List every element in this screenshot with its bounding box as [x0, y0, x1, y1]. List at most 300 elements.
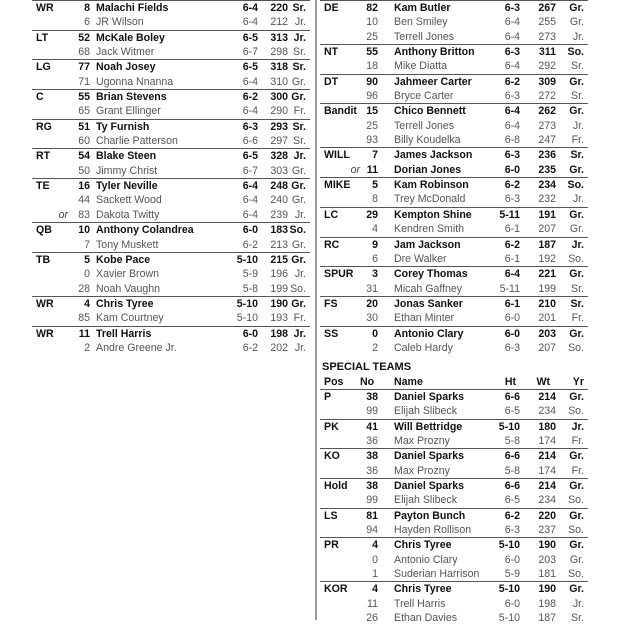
- position-group: [320, 478, 588, 508]
- player-weight: 203: [538, 553, 556, 566]
- jersey-number: 55: [366, 46, 378, 59]
- player-year: Gr.: [291, 75, 306, 88]
- player-year: Jr.: [572, 119, 584, 132]
- player-row: [32, 311, 310, 325]
- or-label: or: [350, 163, 360, 176]
- player-year: So.: [290, 282, 306, 295]
- player-weight: 247: [538, 134, 556, 147]
- player-row: [320, 390, 588, 404]
- position-group: [320, 177, 588, 207]
- player-weight: 201: [538, 312, 556, 325]
- player-height: 5-10: [498, 420, 520, 433]
- header-ht: Ht: [504, 376, 516, 388]
- player-weight: 212: [270, 16, 288, 29]
- player-height: 6-3: [504, 90, 520, 103]
- player-year: So.: [289, 224, 306, 237]
- jersey-number: 30: [366, 312, 378, 325]
- player-year: Sr.: [571, 90, 584, 103]
- player-row: [32, 45, 310, 59]
- player-height: 5-10: [236, 297, 258, 310]
- player-row: [32, 90, 310, 104]
- player-name: Blake Steen: [96, 150, 157, 163]
- player-row: [320, 148, 588, 162]
- player-name: Anthony Britton: [394, 46, 475, 59]
- jersey-number: 5: [84, 253, 90, 266]
- player-height: 6-7: [242, 46, 258, 59]
- player-weight: 290: [270, 105, 288, 118]
- player-row: [32, 15, 310, 29]
- position-group: [32, 89, 310, 119]
- player-weight: 174: [538, 435, 556, 448]
- player-name: Anthony Colandrea: [96, 224, 194, 237]
- player-row: [320, 89, 588, 103]
- player-name: Chico Bennett: [394, 105, 466, 118]
- position-label: WR: [36, 327, 54, 340]
- position-group: [320, 508, 588, 538]
- jersey-number: 25: [366, 30, 378, 43]
- special-teams-title: SPECIAL TEAMS: [322, 361, 412, 373]
- player-weight: 313: [270, 31, 288, 44]
- player-year: Jr.: [294, 16, 306, 29]
- player-row: [320, 192, 588, 206]
- player-name: Ethan Davies: [394, 612, 458, 625]
- player-year: So.: [568, 405, 584, 418]
- jersey-number: 4: [372, 539, 378, 552]
- player-year: Sr.: [570, 149, 584, 162]
- player-weight: 187: [538, 238, 556, 251]
- jersey-number: 81: [366, 509, 378, 522]
- player-name: Elijah Slibeck: [394, 494, 458, 507]
- player-name: Dorian Jones: [394, 163, 462, 176]
- player-height: 6-6: [504, 391, 520, 403]
- player-name: Kendren Smith: [394, 223, 465, 236]
- player-name: Xavier Brown: [96, 268, 159, 281]
- player-weight: 193: [270, 312, 288, 325]
- player-name: Suderian Harrison: [394, 568, 480, 581]
- player-name: JR Wilson: [96, 16, 144, 29]
- jersey-number: 4: [84, 297, 90, 310]
- position-label: FS: [324, 297, 338, 310]
- player-row: [32, 1, 310, 15]
- player-weight: 190: [270, 297, 288, 310]
- jersey-number: 77: [78, 61, 90, 74]
- player-name: Ben Smiley: [394, 16, 448, 29]
- player-height: 6-3: [504, 2, 520, 14]
- player-name: Hayden Rollison: [394, 524, 472, 537]
- player-row: [320, 538, 588, 552]
- player-year: So.: [568, 524, 584, 537]
- jersey-number: 25: [366, 119, 378, 132]
- player-weight: 297: [270, 135, 288, 148]
- player-weight: 214: [538, 450, 556, 463]
- player-row: [320, 15, 588, 29]
- position-group: [320, 326, 588, 356]
- player-name: Sackett Wood: [96, 194, 162, 207]
- special-teams-depth-chart: [320, 389, 588, 626]
- position-group: [320, 448, 588, 478]
- player-year: So.: [568, 341, 584, 354]
- player-row: [320, 420, 588, 434]
- jersey-number: 93: [366, 134, 378, 147]
- position-label: RC: [324, 238, 340, 251]
- jersey-number: 4: [372, 583, 378, 596]
- position-label: TB: [36, 253, 51, 266]
- player-weight: 292: [538, 60, 556, 73]
- jersey-number: 28: [78, 282, 90, 295]
- player-height: 6-2: [504, 509, 520, 522]
- player-weight: 215: [270, 253, 288, 266]
- player-height: 6-6: [504, 450, 520, 463]
- player-height: 6-4: [504, 268, 520, 281]
- header-pos: Pos: [324, 376, 344, 388]
- position-group: [320, 0, 588, 44]
- player-height: 6-0: [242, 327, 258, 340]
- jersey-number: 7: [372, 149, 378, 162]
- player-row: [320, 493, 588, 507]
- player-height: 6-7: [242, 164, 258, 177]
- position-label: TE: [36, 180, 50, 193]
- player-name: Ethan Minter: [394, 312, 455, 325]
- player-weight: 187: [538, 612, 556, 625]
- player-row: [320, 59, 588, 73]
- player-year: Jr.: [572, 193, 584, 206]
- player-name: Corey Thomas: [394, 268, 468, 281]
- position-group: [320, 296, 588, 326]
- player-year: Sr.: [571, 612, 584, 625]
- player-weight: 191: [538, 208, 556, 221]
- player-name: Bryce Carter: [394, 90, 454, 103]
- player-name: Chris Tyree: [96, 297, 154, 310]
- player-height: 5-8: [504, 435, 520, 448]
- column-divider: [315, 0, 317, 620]
- player-height: 6-0: [504, 163, 520, 176]
- player-row: [320, 479, 588, 493]
- jersey-number: 5: [372, 179, 378, 192]
- player-name: Kam Courtney: [96, 312, 164, 325]
- player-name: Mike Diatta: [394, 60, 447, 73]
- position-label: RT: [36, 150, 51, 163]
- jersey-number: 44: [78, 194, 90, 207]
- jersey-number: 38: [366, 391, 378, 403]
- player-row: [320, 341, 588, 355]
- position-label: NT: [324, 46, 339, 59]
- player-weight: 309: [538, 75, 556, 88]
- player-row: [320, 163, 588, 177]
- player-year: Jr.: [293, 150, 306, 163]
- position-label: Hold: [324, 480, 348, 493]
- position-label: KOR: [324, 583, 348, 596]
- player-weight: 183: [270, 224, 288, 237]
- player-weight: 232: [538, 193, 556, 206]
- player-height: 6-4: [242, 194, 258, 207]
- jersey-number: 36: [366, 435, 378, 448]
- player-year: Jr.: [293, 327, 306, 340]
- player-row: [320, 297, 588, 311]
- jersey-number: 1: [372, 568, 378, 581]
- player-year: Gr.: [291, 253, 306, 266]
- jersey-number: 52: [78, 31, 90, 44]
- player-weight: 255: [538, 16, 556, 29]
- jersey-number: 50: [78, 164, 90, 177]
- jersey-number: 0: [84, 268, 90, 281]
- player-weight: 199: [538, 282, 556, 295]
- player-weight: 262: [538, 105, 556, 118]
- player-row: [320, 30, 588, 44]
- player-height: 6-1: [504, 252, 520, 265]
- position-label: WILL: [324, 149, 350, 162]
- player-weight: 239: [270, 208, 288, 221]
- position-group: [320, 74, 588, 104]
- jersey-number: 15: [366, 105, 378, 118]
- player-height: 6-4: [504, 119, 520, 132]
- position-group: [320, 389, 588, 419]
- player-weight: 303: [270, 164, 288, 177]
- player-height: 6-4: [242, 16, 258, 29]
- player-weight: 267: [538, 2, 556, 14]
- player-name: Grant Ellinger: [96, 105, 161, 118]
- player-row: [320, 567, 588, 581]
- player-row: [320, 611, 588, 625]
- player-year: Gr.: [569, 391, 584, 403]
- player-year: Gr.: [569, 268, 584, 281]
- player-year: Jr.: [294, 268, 306, 281]
- player-name: Max Prozny: [394, 464, 450, 477]
- player-height: 6-5: [242, 61, 258, 74]
- player-year: Fr.: [293, 312, 306, 325]
- player-weight: 293: [270, 120, 288, 133]
- jersey-number: 11: [78, 327, 90, 340]
- player-height: 6-2: [504, 238, 520, 251]
- player-weight: 300: [270, 91, 288, 104]
- player-height: 6-2: [504, 75, 520, 88]
- player-height: 6-3: [504, 341, 520, 354]
- player-year: Jr.: [572, 597, 584, 610]
- player-year: Fr.: [293, 105, 306, 118]
- player-height: 6-5: [242, 150, 258, 163]
- position-label: WR: [36, 297, 54, 310]
- player-height: 6-4: [242, 2, 258, 14]
- player-weight: 237: [538, 524, 556, 537]
- player-row: [32, 208, 310, 222]
- player-height: 6-0: [242, 224, 258, 237]
- player-weight: 221: [538, 268, 556, 281]
- player-height: 6-0: [504, 312, 520, 325]
- player-row: [320, 178, 588, 192]
- player-weight: 235: [538, 163, 556, 176]
- player-height: 6-3: [504, 46, 520, 59]
- player-year: Gr.: [291, 194, 306, 207]
- player-year: Fr.: [571, 435, 584, 448]
- player-row: [320, 404, 588, 418]
- player-row: [32, 31, 310, 45]
- jersey-number: 85: [78, 312, 90, 325]
- jersey-number: 8: [84, 2, 90, 14]
- position-group: [320, 537, 588, 581]
- player-year: Gr.: [569, 163, 584, 176]
- player-row: [320, 222, 588, 236]
- player-height: 5-10: [236, 253, 258, 266]
- jersey-number: 3: [372, 268, 378, 281]
- player-year: Gr.: [291, 91, 306, 104]
- position-label: LG: [36, 61, 51, 74]
- header-name: Name: [394, 376, 423, 388]
- player-weight: 220: [270, 2, 288, 14]
- player-row: [320, 45, 588, 59]
- player-weight: 202: [270, 341, 288, 354]
- player-height: 5-10: [498, 612, 520, 625]
- player-year: Fr.: [571, 464, 584, 477]
- player-name: Jahmeer Carter: [394, 75, 472, 88]
- player-year: Gr.: [569, 75, 584, 88]
- player-height: 5-9: [242, 268, 258, 281]
- jersey-number: 6: [84, 16, 90, 29]
- position-label: QB: [36, 224, 52, 237]
- player-height: 6-1: [504, 297, 520, 310]
- player-name: Kam Robinson: [394, 179, 469, 192]
- player-weight: 198: [538, 597, 556, 610]
- player-name: Jonas Sanker: [394, 297, 463, 310]
- player-height: 6-3: [504, 193, 520, 206]
- player-name: Max Prozny: [394, 435, 450, 448]
- jersey-number: 60: [78, 135, 90, 148]
- position-group: [32, 148, 310, 178]
- jersey-number: 26: [366, 612, 378, 625]
- player-row: [320, 464, 588, 478]
- player-height: 5-10: [236, 312, 258, 325]
- position-group: [320, 581, 588, 625]
- player-name: Billy Koudelka: [394, 134, 461, 147]
- player-weight: 174: [538, 464, 556, 477]
- player-weight: 236: [538, 149, 556, 162]
- player-weight: 310: [270, 75, 288, 88]
- player-row: [32, 149, 310, 163]
- player-row: [32, 238, 310, 252]
- player-weight: 234: [538, 179, 556, 192]
- player-name: Jack Witmer: [96, 46, 155, 59]
- jersey-number: 54: [78, 150, 90, 163]
- player-weight: 192: [538, 252, 556, 265]
- jersey-number: 82: [366, 2, 378, 14]
- player-weight: 190: [538, 583, 556, 596]
- position-label: Bandit: [324, 105, 357, 118]
- player-year: Jr.: [571, 238, 584, 251]
- player-weight: 196: [270, 268, 288, 281]
- player-year: Gr.: [569, 327, 584, 340]
- player-name: McKale Boley: [96, 31, 165, 44]
- player-row: [32, 179, 310, 193]
- player-height: 6-4: [504, 105, 520, 118]
- player-height: 6-4: [504, 60, 520, 73]
- position-group: [320, 207, 588, 237]
- jersey-number: 99: [366, 494, 378, 507]
- player-name: Elijah Slibeck: [394, 405, 458, 418]
- player-weight: 248: [270, 180, 288, 193]
- player-row: [320, 282, 588, 296]
- player-name: Dre Walker: [394, 252, 447, 265]
- player-height: 5-11: [499, 282, 520, 295]
- player-name: Payton Bunch: [394, 509, 466, 522]
- player-year: Fr.: [571, 134, 584, 147]
- position-label: C: [36, 91, 44, 104]
- jersey-number: 38: [366, 450, 378, 463]
- player-name: Antonio Clary: [394, 327, 464, 340]
- player-height: 6-6: [504, 480, 520, 493]
- player-year: Gr.: [569, 2, 584, 14]
- player-year: So.: [567, 179, 584, 192]
- jersey-number: 31: [366, 282, 378, 295]
- position-group: [32, 30, 310, 60]
- player-name: Kempton Shine: [394, 208, 472, 221]
- position-label: SPUR: [324, 268, 354, 281]
- player-name: Micah Gaffney: [394, 282, 463, 295]
- jersey-number: 51: [78, 120, 90, 133]
- player-weight: 207: [538, 341, 556, 354]
- position-label: RG: [36, 120, 52, 133]
- player-height: 6-2: [242, 341, 258, 354]
- player-height: 6-3: [242, 120, 258, 133]
- jersey-number: 18: [366, 60, 378, 73]
- position-group: [320, 266, 588, 296]
- player-year: Gr.: [569, 223, 584, 236]
- player-height: 6-2: [242, 91, 258, 104]
- player-weight: 213: [270, 238, 288, 251]
- player-name: Chris Tyree: [394, 583, 452, 596]
- jersey-number: 41: [366, 420, 378, 433]
- player-height: 6-0: [504, 553, 520, 566]
- jersey-number: 83: [78, 208, 90, 221]
- player-name: Antonio Clary: [394, 553, 458, 566]
- player-name: Daniel Sparks: [394, 391, 465, 403]
- player-height: 6-0: [504, 597, 520, 610]
- player-row: [320, 1, 588, 15]
- player-name: Ty Furnish: [96, 120, 150, 133]
- player-row: [320, 104, 588, 118]
- player-weight: 234: [538, 405, 556, 418]
- position-group: [32, 119, 310, 149]
- jersey-number: 10: [366, 16, 378, 29]
- jersey-number: 96: [366, 90, 378, 103]
- player-name: Daniel Sparks: [394, 450, 465, 463]
- player-row: [320, 252, 588, 266]
- player-height: 5-8: [504, 464, 520, 477]
- player-row: [320, 449, 588, 463]
- player-name: Noah Josey: [96, 61, 156, 74]
- player-row: [320, 311, 588, 325]
- player-height: 6-6: [242, 135, 258, 148]
- player-name: Tony Muskett: [96, 238, 159, 251]
- offense-depth-chart: [32, 0, 310, 355]
- position-group: [32, 59, 310, 89]
- player-name: Kobe Pace: [96, 253, 151, 266]
- player-row: [32, 297, 310, 311]
- player-name: Tyler Neville: [96, 180, 158, 193]
- player-name: Kam Butler: [394, 2, 451, 14]
- player-year: So.: [567, 46, 584, 59]
- player-height: 6-4: [242, 105, 258, 118]
- jersey-number: 29: [366, 208, 378, 221]
- player-row: [32, 104, 310, 118]
- player-year: Fr.: [571, 312, 584, 325]
- jersey-number: 16: [78, 180, 90, 193]
- player-height: 6-2: [504, 179, 520, 192]
- player-weight: 207: [538, 223, 556, 236]
- player-year: Jr.: [294, 341, 306, 354]
- position-group: [32, 178, 310, 222]
- player-weight: 180: [538, 420, 556, 433]
- position-group: [32, 0, 310, 30]
- player-name: Ugonna Nnanna: [96, 75, 174, 88]
- player-row: [320, 267, 588, 281]
